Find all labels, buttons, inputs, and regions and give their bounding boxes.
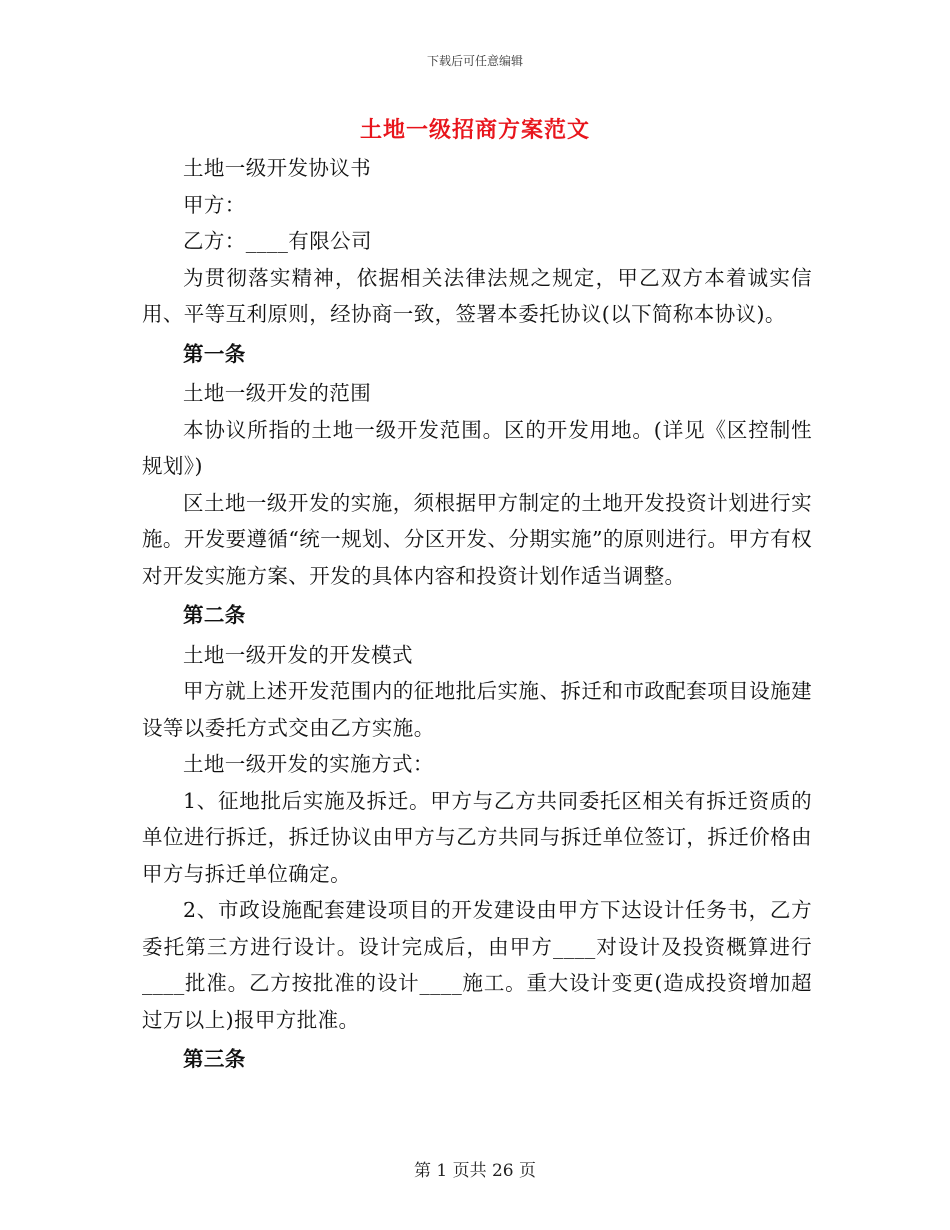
article-3-heading: 第三条: [183, 1047, 246, 1071]
paragraph-party-b: 乙方：____有限公司: [183, 229, 372, 253]
paragraph-implementation: 区土地一级开发的实施，须根据甲方制定的土地开发投资计划进行实施。开发要遵循“统一规划、分区开发、分期实施”的原则进行。甲方有权对开发实施方案、开发的具体内容和投资计划作适当调整。: [142, 490, 812, 588]
article-2-heading: 第二条: [183, 603, 246, 627]
paragraph-scope-title: 土地一级开发的范围: [183, 381, 372, 405]
document-title: 土地一级招商方案范文: [359, 117, 590, 143]
page-number: 第 1 页共 26 页: [413, 1161, 537, 1181]
paragraph-agreement-name: 土地一级开发协议书: [183, 156, 372, 180]
document-body: [142, 150, 812, 1081]
paragraph-mode: 甲方就上述开发范围内的征地批后实施、拆迁和市政配套项目设施建设等以委托方式交由乙方实施。: [142, 679, 812, 740]
paragraph-party-a: 甲方：: [183, 192, 246, 217]
paragraph-scope: 本协议所指的土地一级开发范围。区的开发用地。(详见《区控制性规划》): [142, 417, 812, 478]
paragraph-mode-title: 土地一级开发的开发模式: [183, 642, 413, 667]
paragraph-item-1: 1、征地批后实施及拆迁。甲方与乙方共同委托区相关有拆迁资质的单位进行拆迁，拆迁协议由甲方与乙方共同与拆迁单位签订，拆迁价格由甲方与拆迁单位确定。: [142, 788, 812, 886]
article-1-heading: 第一条: [183, 341, 246, 366]
paragraph-method-title: 土地一级开发的实施方式：: [183, 752, 434, 776]
page-header-note: 下载后可任意编辑: [426, 54, 523, 68]
paragraph-preamble: 为贯彻落实精神，依据相关法律法规之规定，甲乙双方本着诚实信用、平等互利原则，经协商一致，签署本委托协议(以下简称本协议)。: [142, 265, 812, 326]
paragraph-item-2: 2、市政设施配套建设项目的开发建设由甲方下达设计任务书，乙方委托第三方进行设计。设计完成后，由甲方____对设计及投资概算进行____批准。乙方按批准的设计____施工。重大设计变更(造成投资增加超过万以上)报甲方批准。: [142, 898, 812, 1032]
